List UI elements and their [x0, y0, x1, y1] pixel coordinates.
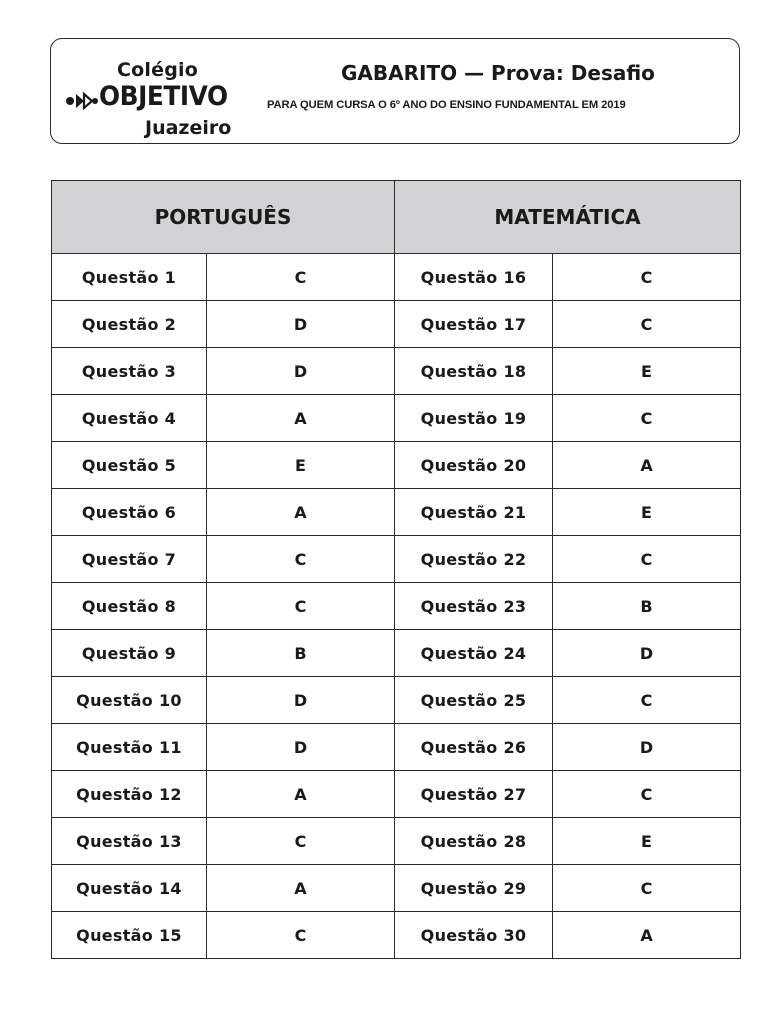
question-label-matematica: Questão 30: [395, 912, 553, 959]
question-label-matematica: Questão 20: [395, 442, 553, 489]
table-row: [52, 395, 741, 442]
answer-matematica: A: [553, 912, 741, 959]
answer-portugues: D: [207, 348, 395, 395]
answer-portugues: A: [207, 771, 395, 818]
subject-header-portugues: PORTUGUÊS: [52, 181, 395, 254]
subject-header-row: [52, 181, 741, 254]
table-row: [52, 583, 741, 630]
answer-portugues: A: [207, 395, 395, 442]
answer-portugues: D: [207, 677, 395, 724]
question-label-matematica: Questão 17: [395, 301, 553, 348]
table-row: [52, 771, 741, 818]
answer-portugues: D: [207, 301, 395, 348]
question-label-matematica: Questão 18: [395, 348, 553, 395]
question-label-matematica: Questão 25: [395, 677, 553, 724]
question-label-matematica: Questão 26: [395, 724, 553, 771]
answer-portugues: C: [207, 912, 395, 959]
question-label-portugues: Questão 10: [52, 677, 207, 724]
table-row: [52, 348, 741, 395]
logo-bottom-text: Juazeiro: [145, 117, 232, 139]
table-row: [52, 865, 741, 912]
question-label-matematica: Questão 21: [395, 489, 553, 536]
question-label-portugues: Questão 6: [52, 489, 207, 536]
question-label-portugues: Questão 5: [52, 442, 207, 489]
answer-matematica: E: [553, 348, 741, 395]
question-label-portugues: Questão 14: [52, 865, 207, 912]
answer-key-table: [51, 180, 741, 959]
question-label-portugues: Questão 9: [52, 630, 207, 677]
answer-matematica: D: [553, 630, 741, 677]
question-label-portugues: Questão 15: [52, 912, 207, 959]
question-label-matematica: Questão 28: [395, 818, 553, 865]
logo-mark-icon: [65, 91, 99, 111]
question-label-portugues: Questão 12: [52, 771, 207, 818]
answer-portugues: E: [207, 442, 395, 489]
logo-top-text: Colégio: [117, 59, 198, 81]
answer-matematica: A: [553, 442, 741, 489]
table-row: [52, 442, 741, 489]
logo-main-text: OBJETIVO: [99, 81, 228, 112]
question-label-matematica: Questão 29: [395, 865, 553, 912]
answer-matematica: C: [553, 677, 741, 724]
question-label-matematica: Questão 27: [395, 771, 553, 818]
table-row: [52, 301, 741, 348]
question-label-matematica: Questão 22: [395, 536, 553, 583]
table-row: [52, 724, 741, 771]
question-label-matematica: Questão 16: [395, 254, 553, 301]
question-label-portugues: Questão 8: [52, 583, 207, 630]
table-row: [52, 489, 741, 536]
page-title: GABARITO — Prova: Desafio: [341, 61, 655, 85]
question-label-matematica: Questão 24: [395, 630, 553, 677]
question-label-portugues: Questão 1: [52, 254, 207, 301]
question-label-matematica: Questão 23: [395, 583, 553, 630]
answer-portugues: A: [207, 865, 395, 912]
table-row: [52, 630, 741, 677]
school-logo: [61, 51, 241, 141]
answer-portugues: A: [207, 489, 395, 536]
answer-portugues: B: [207, 630, 395, 677]
answer-portugues: C: [207, 818, 395, 865]
table-row: [52, 677, 741, 724]
answer-portugues: C: [207, 583, 395, 630]
table-row: [52, 912, 741, 959]
table-row: [52, 254, 741, 301]
answer-matematica: C: [553, 536, 741, 583]
answer-matematica: B: [553, 583, 741, 630]
table-row: [52, 818, 741, 865]
question-label-portugues: Questão 13: [52, 818, 207, 865]
answer-matematica: C: [553, 865, 741, 912]
question-label-portugues: Questão 11: [52, 724, 207, 771]
answer-matematica: E: [553, 818, 741, 865]
question-label-portugues: Questão 3: [52, 348, 207, 395]
answer-portugues: D: [207, 724, 395, 771]
answer-matematica: D: [553, 724, 741, 771]
subject-header-matematica: MATEMÁTICA: [395, 181, 741, 254]
answer-matematica: E: [553, 489, 741, 536]
question-label-matematica: Questão 19: [395, 395, 553, 442]
answer-matematica: C: [553, 254, 741, 301]
answer-matematica: C: [553, 301, 741, 348]
header-box: [50, 38, 740, 144]
page-subtitle: PARA QUEM CURSA O 6º ANO DO ENSINO FUNDAMENTAL EM 2019: [267, 99, 626, 111]
question-label-portugues: Questão 7: [52, 536, 207, 583]
answer-matematica: C: [553, 395, 741, 442]
answer-matematica: C: [553, 771, 741, 818]
table-row: [52, 536, 741, 583]
question-label-portugues: Questão 2: [52, 301, 207, 348]
question-label-portugues: Questão 4: [52, 395, 207, 442]
answer-portugues: C: [207, 536, 395, 583]
answer-portugues: C: [207, 254, 395, 301]
